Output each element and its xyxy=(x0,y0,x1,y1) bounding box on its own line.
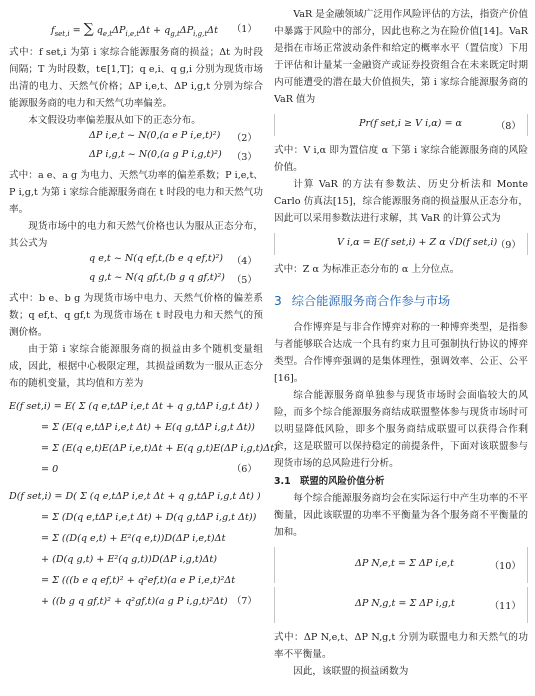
paragraph-variables-3: 式中：b e、b g 为现货市场中电力、天然气价格的偏差系数；q ef,t、q gf,t 为现货市场在 t 时段电力和天然气的预测价格。 xyxy=(9,293,263,338)
paragraph-variables-1: 式中：f set,i 为第 i 家综合能源服务商的损益；Δt 为时段间隔；T 为时段数，t∈[1,T]；q e,i、q g,i 分别为现货市场出清的电力、天然气价格；ΔP i,e,t、ΔP i,g,t 分别为综合能源服务商的电力和天然气功率偏差。 xyxy=(9,47,263,109)
paragraph-cooperative-game: 合作博弈是与非合作博弈对称的一种博弈类型，是指参与者能够联合达成一个具有约束力且可强制执行协议的博弈类型。合作博弈强调的是集体理性，强调效率、公正、公平[16]。 xyxy=(274,322,528,384)
paragraph-coalition-risk: 综合能源服务商单独参与现货市场时会面临较大的风险，而多个综合能源服务商结成联盟整体参与现货市场时可以明显降低风险，即多个服务商结成联盟可以获得合作剩余，这是联盟可以保持稳定的前提条件，下面对该联盟参与现货市场的总风险进行分析。 xyxy=(274,390,528,469)
left-column xyxy=(9,0,278,612)
paragraph-imbalance: 每个综合能源服务商均会在实际运行中产生功率的不平衡量，因此该联盟的功率不平衡量为各个服务商不平衡量的加和。 xyxy=(274,493,528,538)
paragraph-price-distribution: 现货市场中的电力和天然气价格也认为服从正态分布，其公式为 xyxy=(9,221,263,249)
equation-9: V i,α = E(f set,i) + Z α √D(f set,i) （9） xyxy=(274,233,528,255)
equation-1: $f_{set,i}$ = ∑ $q_{e,t}\Delta P_{i,e,t}\Delta t + q_{g,t}\Delta P_{i,g,t}\Delta t$ （1） xyxy=(51,21,257,38)
equation-7: D(f set,i) = D( Σ (q e,tΔP i,e,t Δt + q g,tΔP i,g,t Δt) ) = Σ (D(q e,tΔP i,e,t Δt) + D(q g,tΔP i,g,t Δt)) = Σ ((D(q e,t) + E²(q e,t))D(ΔP i,e,t)Δt + (D(q g,t) + E²(q g,t))D(ΔP i,g,t)Δt) = Σ (((b e q ef,t)² + q²ef,t)(a e P i,e,t)²Δt + ((b g q gf,t)² + q²gf,t)(a g P i,g,t)²Δt) （7） xyxy=(9,491,261,607)
equation-5: q g,t ~ N(q gf,t,(b g q gf,t)²) （5） xyxy=(89,272,257,286)
paragraph-variables-2: 式中：a e、a g 为电力、天然气功率的偏差系数；P i,e,t、P i,g,t 为第 i 家综合能源服务商在 t 时段的电力和天然气功率。 xyxy=(9,170,263,215)
section-heading xyxy=(274,292,528,309)
paragraph-clt: 由于第 i 家综合能源服务商的损益由多个随机变量组成，因此，根据中心极限定理，其损益函数为一服从正态分布的随机变量，其均值和方差为 xyxy=(9,344,263,389)
section-number: 3 xyxy=(274,294,282,308)
paragraph-coalition-loss: 因此，该联盟的损益函数为 xyxy=(293,666,409,677)
equation-4: q e,t ~ N(q ef,t,(b e q ef,t)²) （4） xyxy=(89,253,257,267)
section-title: 综合能源服务商合作参与市场 xyxy=(291,294,451,308)
equation-3: ΔP i,g,t ~ N(0,(a g P i,g,t)²) （3） xyxy=(89,149,257,163)
paragraph-var-definition: VaR 是金融领域广泛用作风险评估的方法，指资产价值中暴露于风险中的部分，因此也称之为在险价值[14]。VaR 是指在市场正常波动条件和给定的概率水平（置信度）下用于评估和计量某一金融资产或证券投资组合在未来既定时期内可能遭受的潜在最大价值损失，第 i 家综合能源服务商的 VaR 值为 xyxy=(274,9,528,105)
paragraph-coalition-imbalance: 式中：ΔP N,e,t、ΔP N,g,t 分别为联盟电力和天然气的功率不平衡量。 xyxy=(274,632,528,660)
equation-2: ΔP i,e,t ~ N(0,(a e P i,e,t)²) （2） xyxy=(89,130,257,144)
right-column xyxy=(274,0,528,680)
paragraph-var-methods: 计算 VaR 的方法有参数法、历史分析法和 Monte Carlo 仿真法[15]，综合能源服务商的损益服从正态分布，因此可以采用参数法进行求解，其 VaR 的计算公式为 xyxy=(274,179,528,224)
paragraph-var-symbol: 式中：V i,α 即为置信度 α 下第 i 家综合能源服务商的风险价值。 xyxy=(274,145,528,173)
paragraph-assumption: 本文假设功率偏差服从如下的正态分布。 xyxy=(28,115,201,126)
equation-6: E(f set,i) = E( Σ (q e,tΔP i,e,t Δt + q g,tΔP i,g,t Δt) ) = Σ (E(q e,tΔP i,e,t Δt) + E(q g,tΔP i,g,t Δt)) = Σ (E(q e,t)E(ΔP i,e,t)Δt + E(q g,t)E(ΔP i,g,t)Δt) = 0 （6） xyxy=(9,401,278,475)
equation-11: ΔP N,g,t = Σ ΔP i,g,t （11） xyxy=(274,587,528,623)
equation-8: Pr(f set,i ≥ V i,α) = α （8） xyxy=(274,114,528,136)
paragraph-z-alpha: 式中：Z α 为标准正态分布的 α 上分位点。 xyxy=(274,264,460,275)
equation-10: ΔP N,e,t = Σ ΔP i,e,t （10） xyxy=(274,547,528,583)
subsection-heading: 3.1 联盟的风险价值分析 xyxy=(274,476,385,487)
